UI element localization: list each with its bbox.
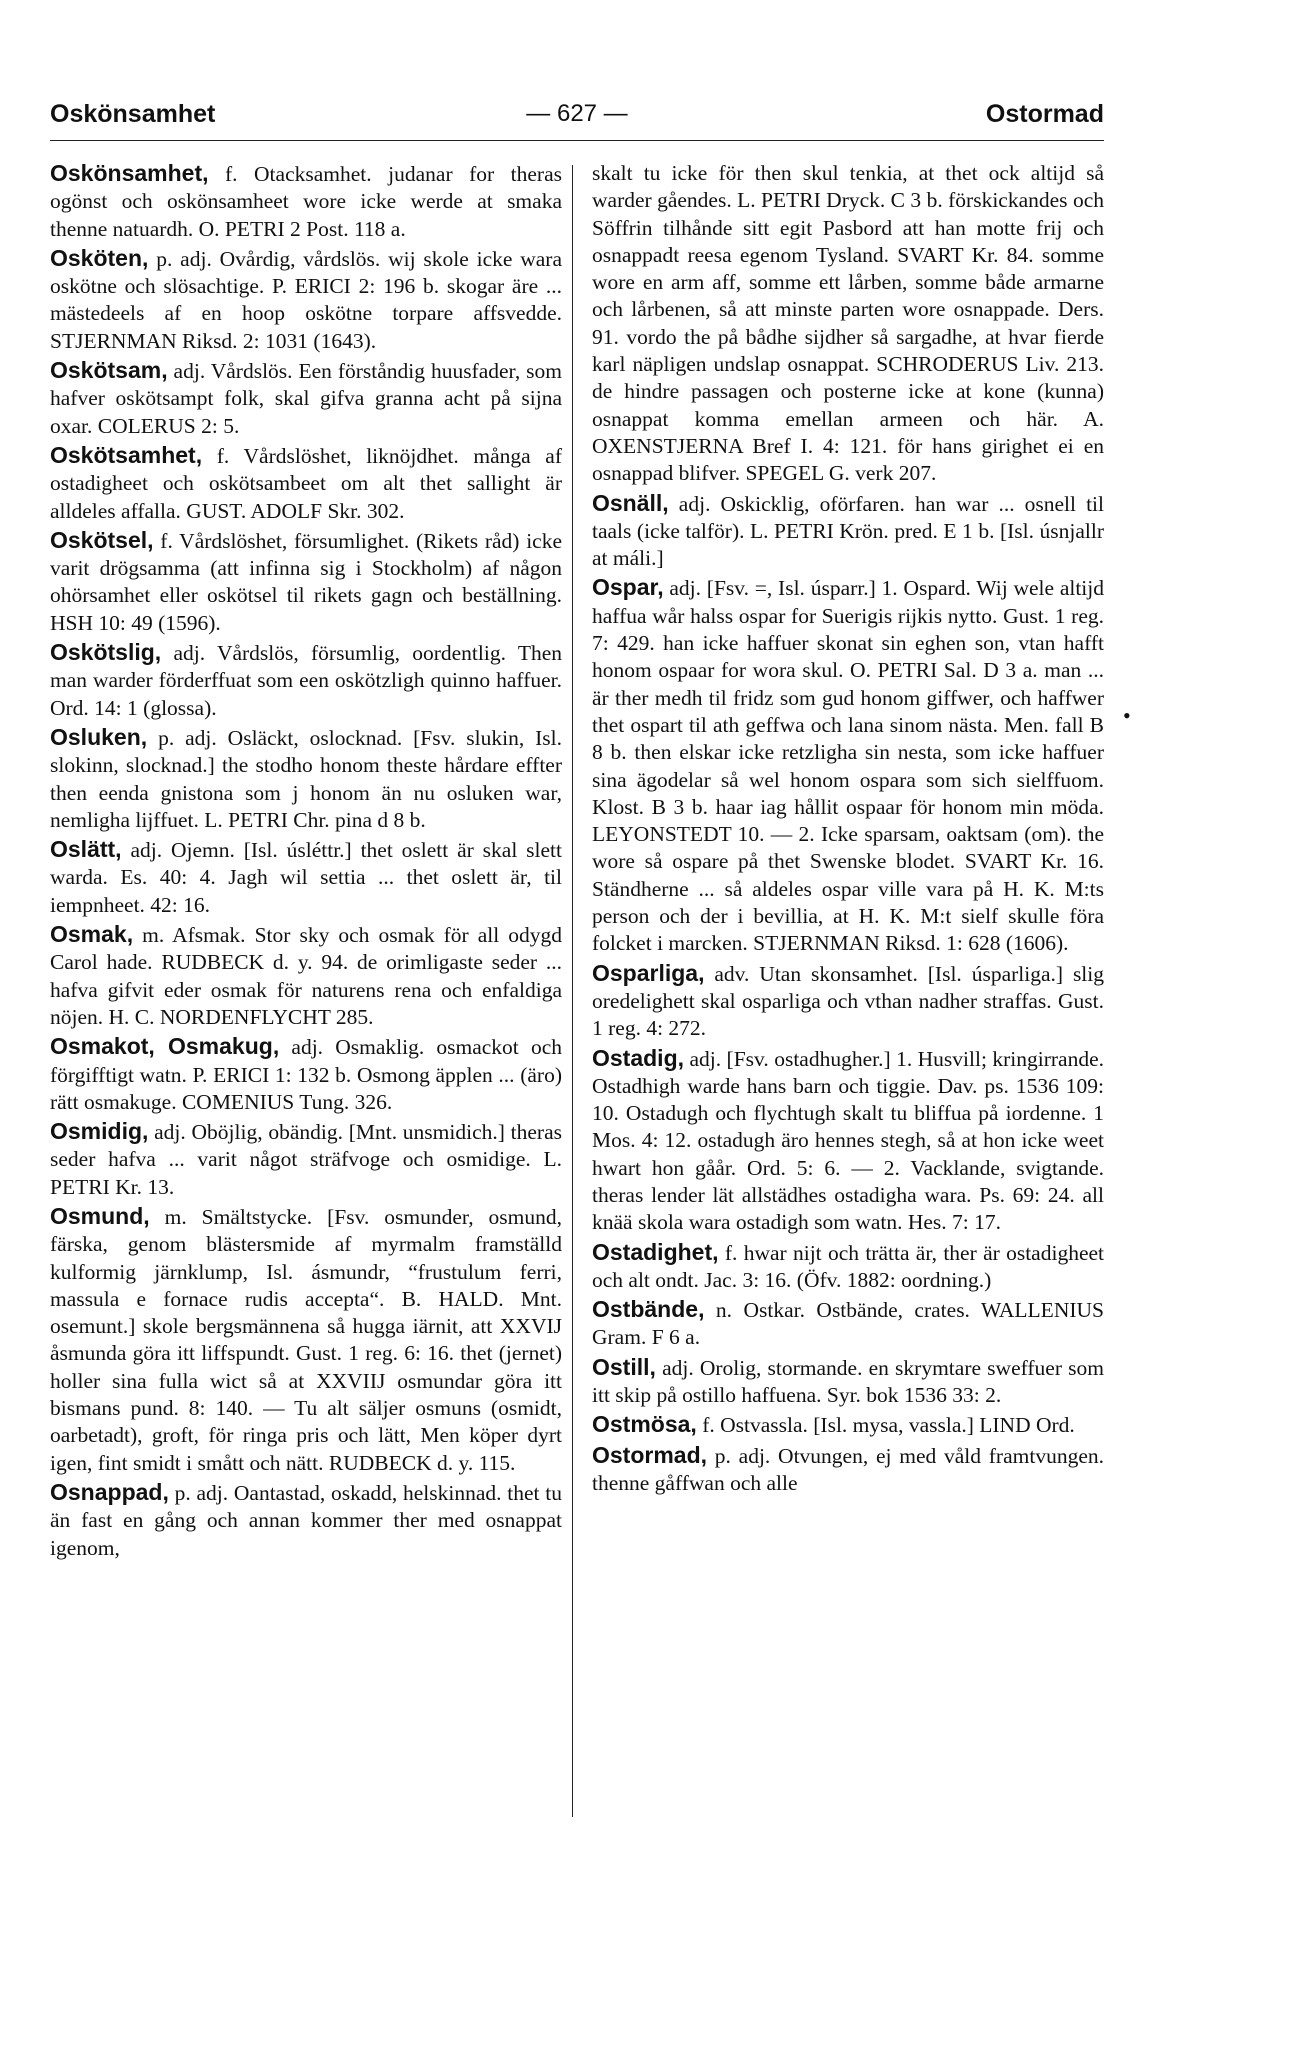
running-head-right: Ostormad <box>985 100 1104 128</box>
entry-body: adj. Vårdslös, försumlig, oordentlig. Then man warder förderffuat som een oskötzligh quinno haffuer. Ord. 14: 1 (glossa). <box>50 641 562 720</box>
page-header <box>50 100 1104 140</box>
dictionary-entry <box>592 1296 1104 1352</box>
entry-body: skalt tu icke för then skul tenkia, at thet ock altijd så warder gåendes. L. PETRI Dryck. C 3 b. förskickandes och Söffrin tilhånde sitt egit Pasbord att han motte frij och osnappadt reesa egenom Tysland. SVART Kr. 84. somme wore en arm aff, somme ett lårben, somme både armarne och lårbenen, så att minste parten wore osnappade. Ders. 91. vordo the på bådhe sijdher så sargadhe, at hvar fierde karl näpligen undslap osnappat. SCHRODERUS Liv. 213. de hindre passagen och posterne icke at kone (kunna) osnappat komma emellan armeen och här. A. OXENSTJERNA Bref I. 4: 121. för hans girighet ei en osnappad blifver. SPEGEL G. verk 207. <box>592 161 1104 486</box>
entry-body: f. Vårdslöshet, liknöjdhet. många af ostadigheet och oskötsambeet om alt thet sallight är alldeles affalla. GUST. ADOLF Skr. 302. <box>50 443 563 523</box>
dictionary-entry <box>50 160 562 243</box>
dictionary-entry <box>592 490 1104 573</box>
entry-headword: Osnappad, <box>50 1478 169 1505</box>
running-head-left: Oskönsamhet <box>50 100 216 128</box>
dictionary-entry <box>592 1045 1104 1237</box>
dictionary-entry <box>592 1411 1104 1439</box>
dictionary-entry <box>50 1118 562 1201</box>
dictionary-entry <box>592 960 1104 1043</box>
dictionary-entry <box>592 1354 1104 1410</box>
entry-headword: Osmak, <box>50 921 134 948</box>
entry-body: p. adj. Osläckt, oslocknad. [Fsv. slukin, Isl. slokinn, slocknad.] the stodho honom theste hårdare effter then eenda gnistona som j honom än nu osluken war, nemligha lijffuet. L. PETRI Chr. pina d 8 b. <box>50 725 562 832</box>
dictionary-entry <box>50 836 562 919</box>
left-column <box>50 160 562 1564</box>
entry-headword: Oskötslig, <box>50 639 162 666</box>
dictionary-entry <box>50 357 562 440</box>
entry-body: adv. Utan skonsamhet. [Isl. úsparliga.] slig oredelighett skal osparliga och vthan nadher straffas. Gust. 1 reg. 4: 272. <box>592 961 1105 1041</box>
right-column <box>592 160 1104 1499</box>
entry-headword: Ostadig, <box>592 1044 685 1071</box>
entry-body: p. adj. Ovårdig, vårdslös. wij skole icke wara oskötne och slösachtige. P. ERICI 2: 196 b. skogar äre ... mästedeels af en hoop oskötne torpare affsvedde. STJERNMAN Riksd. 2: 1031 (1643). <box>50 246 562 353</box>
entry-headword: Oskötsamhet, <box>50 441 203 468</box>
entry-headword: Osparliga, <box>592 959 705 986</box>
dictionary-entry <box>50 921 562 1031</box>
dictionary-entry <box>592 574 1104 957</box>
entry-body: f. hwar nijt och trätta är, ther är ostadigheet och alt ondt. Jac. 3: 16. (Öfv. 1882: oordning.) <box>592 1240 1105 1292</box>
dictionary-entry <box>50 245 562 355</box>
entry-headword: Ostadighet, <box>592 1238 719 1265</box>
entry-headword: Ostbände, <box>592 1296 705 1323</box>
dictionary-entry <box>50 639 562 722</box>
entry-headword: Osmund, <box>50 1202 150 1229</box>
entry-headword: Osluken, <box>50 723 148 750</box>
entry-body: f. Ostvassla. [Isl. mysa, vassla.] LIND Ord. <box>702 1413 1075 1438</box>
margin-mark: • <box>1123 703 1131 728</box>
entry-headword: Ospar, <box>592 574 664 601</box>
dictionary-entry <box>50 442 562 525</box>
entry-body: p. adj. Oantastad, oskadd, helskinnad. thet tu än fast en gång och annan kommer ther med osnappat igenom, <box>50 1480 562 1560</box>
entry-body: m. Smältstycke. [Fsv. osmunder, osmund, färska, genom blästersmide af myrmalm framställd kulformig järnklump, Isl. ásmundr, “frustulum ferri, massula e fornace rudis accepta“. B. HALD. Mnt. osemunt.] skole bergsmännena så hugga iärnit, att XXVIJ åsmunda göra itt liffspundt. Gust. 1 reg. 6: 16. thet (jernet) holler sina fulla wict så at XXVIIJ osmundar göra itt bismans pund. 8: 140. — Tu alt säljer osmuns (osmidt, oarbetadt), groft, för ringa pris och lätt, Men köper dyrt igen, fint smidt i smått och nätt. RUDBECK d. y. 115. <box>50 1204 562 1475</box>
entry-body: adj. Oskicklig, oförfaren. han war ... osnell til taals (icke talför). L. PETRI Krön. pred. E 1 b. [Isl. úsnjallr at máli.] <box>592 491 1105 571</box>
entry-headword: Ostormad, <box>592 1441 708 1468</box>
dictionary-entry-continued <box>592 160 1104 488</box>
entry-body: p. adj. Otvungen, ej med våld framtvungen. thenne gåffwan och alle <box>592 1443 1104 1495</box>
dictionary-entry <box>50 1203 562 1477</box>
dictionary-entry <box>592 1239 1104 1295</box>
entry-body: adj. Osmaklig. osmackot och förgifftigt watn. P. ERICI 1: 132 b. Osmong äpplen ... (äro) rätt osmakuge. COMENIUS Tung. 326. <box>50 1035 562 1114</box>
dictionary-entry <box>50 527 562 637</box>
entry-body: adj. Oböjlig, obändig. [Mnt. unsmidich.] theras seder hafva ... varit något sträfvoge och osmidige. L. PETRI Kr. 13. <box>50 1120 562 1199</box>
entry-headword: Osmakot, Osmakug, <box>50 1033 280 1060</box>
entry-body: adj. [Fsv. ostadhugher.] 1. Husvill; kringirrande. Ostadhigh warde hans barn och tiggie. Dav. ps. 1536 109: 10. Ostadugh och flychtugh skalt tu bliffua på iordenne. 1 Mos. 4: 12. ostadugh äro hennes stegh, så at hon icke weet hwart hon gåår. Ord. 5: 6. — 2. Vacklande, svigtande. theras lender lät allstädhes ostadigha wara. Ps. 69: 24. all knää skola wara ostadigh som watn. Hes. 7: 17. <box>592 1046 1105 1235</box>
entry-body: n. Ostkar. Ostbände, crates. WALLENIUS Gram. F 6 a. <box>592 1298 1104 1350</box>
entry-headword: Oskönsamhet, <box>50 160 209 186</box>
page-number: — 627 — <box>526 100 628 127</box>
entry-body: adj. Vårdslös. Een förståndig huusfader, som hafver oskötsampt folk, skal gifva granna acht på sijna oxar. COLERUS 2: 5. <box>50 359 563 438</box>
entry-body: adj. Orolig, stormande. en skrymtare sweffuer som itt skip på ostillo haffuena. Syr. bok 1536 33: 2. <box>592 1355 1104 1408</box>
entry-headword: Osköten, <box>50 244 149 271</box>
entry-headword: Ostmösa, <box>592 1411 697 1438</box>
entry-headword: Osmidig, <box>50 1118 149 1145</box>
dictionary-entry <box>50 1033 562 1116</box>
entry-body: m. Afsmak. Stor sky och osmak för all odygd Carol hade. RUDBECK d. y. 94. de orimligaste seder ... hafva gifvit eder osmak för naturens rena och enfaldiga nöjen. H. C. NORDENFLYCHT 285. <box>50 923 562 1029</box>
header-rule <box>50 140 1104 141</box>
entry-headword: Oskötsam, <box>50 357 168 384</box>
entry-body: adj. Ojemn. [Isl. úsléttr.] thet oslett är skal slett warda. Es. 40: 4. Jagh wil settia ... thet oslett är, til iempnheet. 42: 16. <box>50 838 563 917</box>
entry-headword: Osnäll, <box>592 489 669 516</box>
entry-headword: Ostill, <box>592 1353 656 1380</box>
dictionary-entry <box>592 1442 1104 1498</box>
entry-body: adj. [Fsv. =, Isl. úsparr.] 1. Ospard. Wij wele altijd haffua wår halss ospar for Suerigis rijkis nytto. Gust. 1 reg. 7: 429. han icke haffuer skonat sin eghen son, vtan hafft honom ospaar for wora skul. O. PETRI Sal. D 3 a. man ... är ther medh til fridz som gud honom giffwer, och haffwer thet ospart til ath geffwa och lana sinom nästa. Men. fall B 8 b. then elskar icke retzligha sin nesta, som icke haffuer sina ägodelar så wel honom ospara som sich sielffuom. Klost. B 3 b. haar iag hållit ospaar för honom min möda. LEYONSTEDT 10. — 2. Icke sparsam, oaktsam (om). the wore så ospare på thet Swenske blodet. SVART Kr. 16. Ständherne ... så aldeles ospar ville vara på H. K. M:ts person och der i bevillia, at H. K. M:t sielf skulle föra folcket i marcken. STJERNMAN Riksd. 1: 628 (1606). <box>592 576 1105 956</box>
dictionary-entry <box>50 724 562 834</box>
entry-headword: Oslätt, <box>50 836 122 863</box>
entry-body: f. Vårdslöshet, försumlighet. (Rikets råd) icke varit drögsamma (att infinna sig i Stockholm) af någon ohörsamhet eller oskötsel til rikets gagn och beställning. HSH 10: 49 (1596). <box>50 528 563 635</box>
column-divider <box>572 165 573 1817</box>
entry-body: f. Otacksamhet. judanar for theras ogönst och oskönsamheet wore icke werde at smaka thenne natuardh. O. PETRI 2 Post. 118 a. <box>50 162 562 241</box>
dictionary-entry <box>50 1479 562 1562</box>
entry-headword: Oskötsel, <box>50 526 154 553</box>
